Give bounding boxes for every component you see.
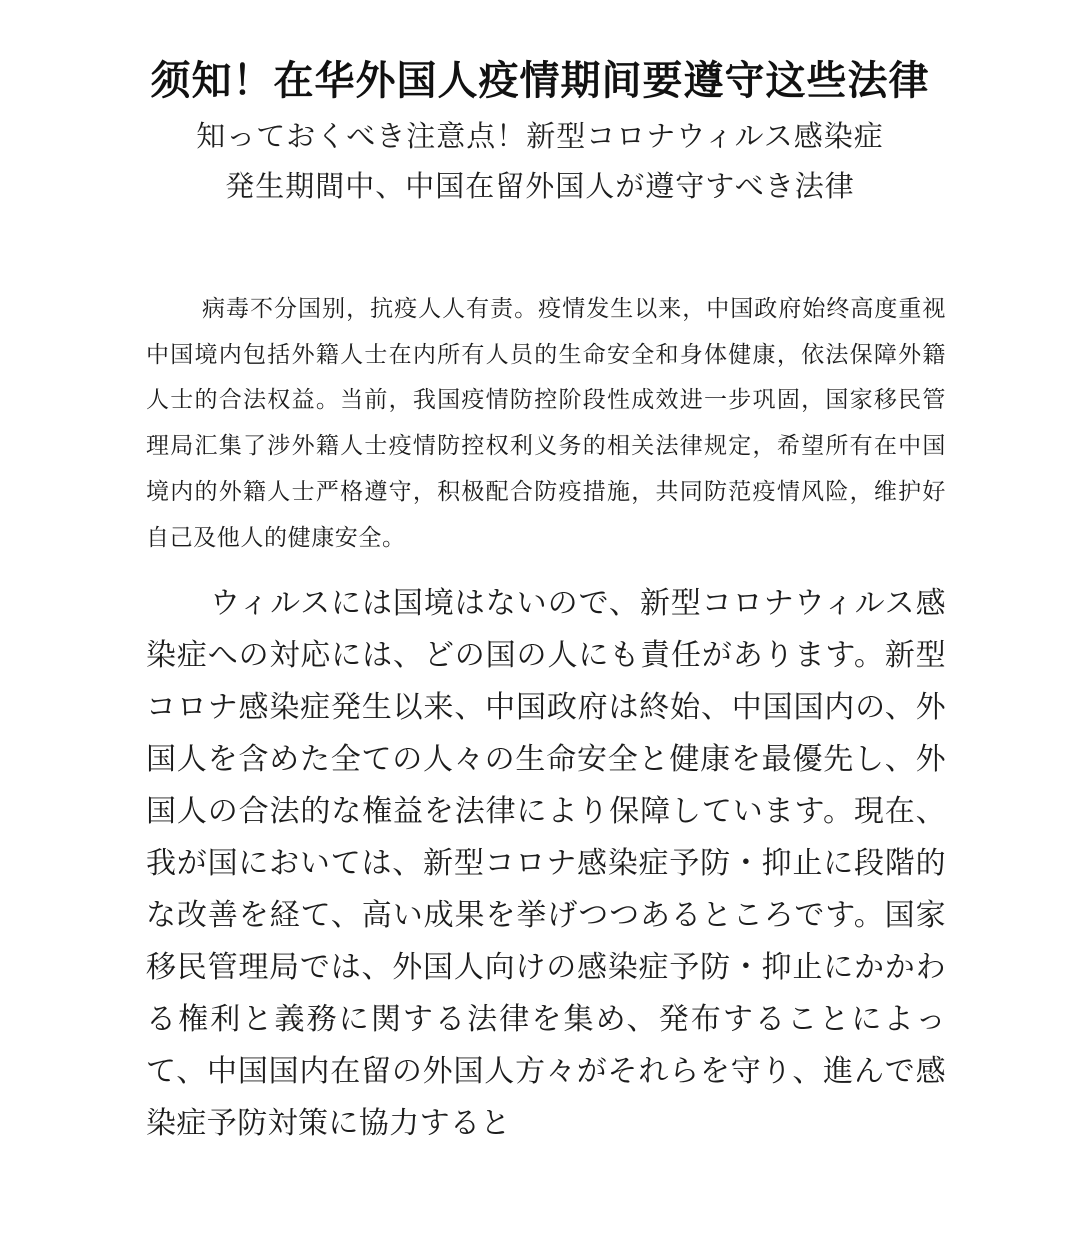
paragraph-chinese: 病毒不分国别，抗疫人人有责。疫情发生以来，中国政府始终高度重视中国境内包括外籍人士在内所有人员的生命安全和身体健康，依法保障外籍人士的合法权益。当前，我国疫情防控阶段性成效进一步巩固，国家移民管理局汇集了涉外籍人士疫情防控权利义务的相关法律规定，希望所有在中国境内的外籍人士严格遵守，积极配合防疫措施，共同防范疫情风险，维护好自己及他人的健康安全。: [146, 296, 946, 551]
subtitle-line-1: 知っておくべき注意点！新型コロナウィルス感染症: [196, 119, 884, 153]
paragraph-japanese: ウィルスには国境はないので、新型コロナウィルス感染症への対応には、どの国の人にも責任があります。新型コロナ感染症発生以来、中国政府は終始、中国国内の、外国人を含めた全ての人々の生命安全と健康を最優先し、外国人の合法的な権益を法律により保障しています。現在、我が国においては、新型コロナ感染症予防・抑止に段階的な改善を経て、高い成果を挙げつつあるところです。国家移民管理局では、外国人向けの感染症予防・抑止にかかわる権利と義務に関する法律を集め、発布することによって、中国国内在留の外国人方々がそれらを守り、進んで感染症予防対策に協力すると: [146, 586, 946, 1141]
page-title: 须知！在华外国人疫情期间要遵守这些法律: [150, 57, 930, 104]
subtitle-line-2: 発生期間中、中国在留外国人が遵守すべき法律: [225, 169, 855, 203]
